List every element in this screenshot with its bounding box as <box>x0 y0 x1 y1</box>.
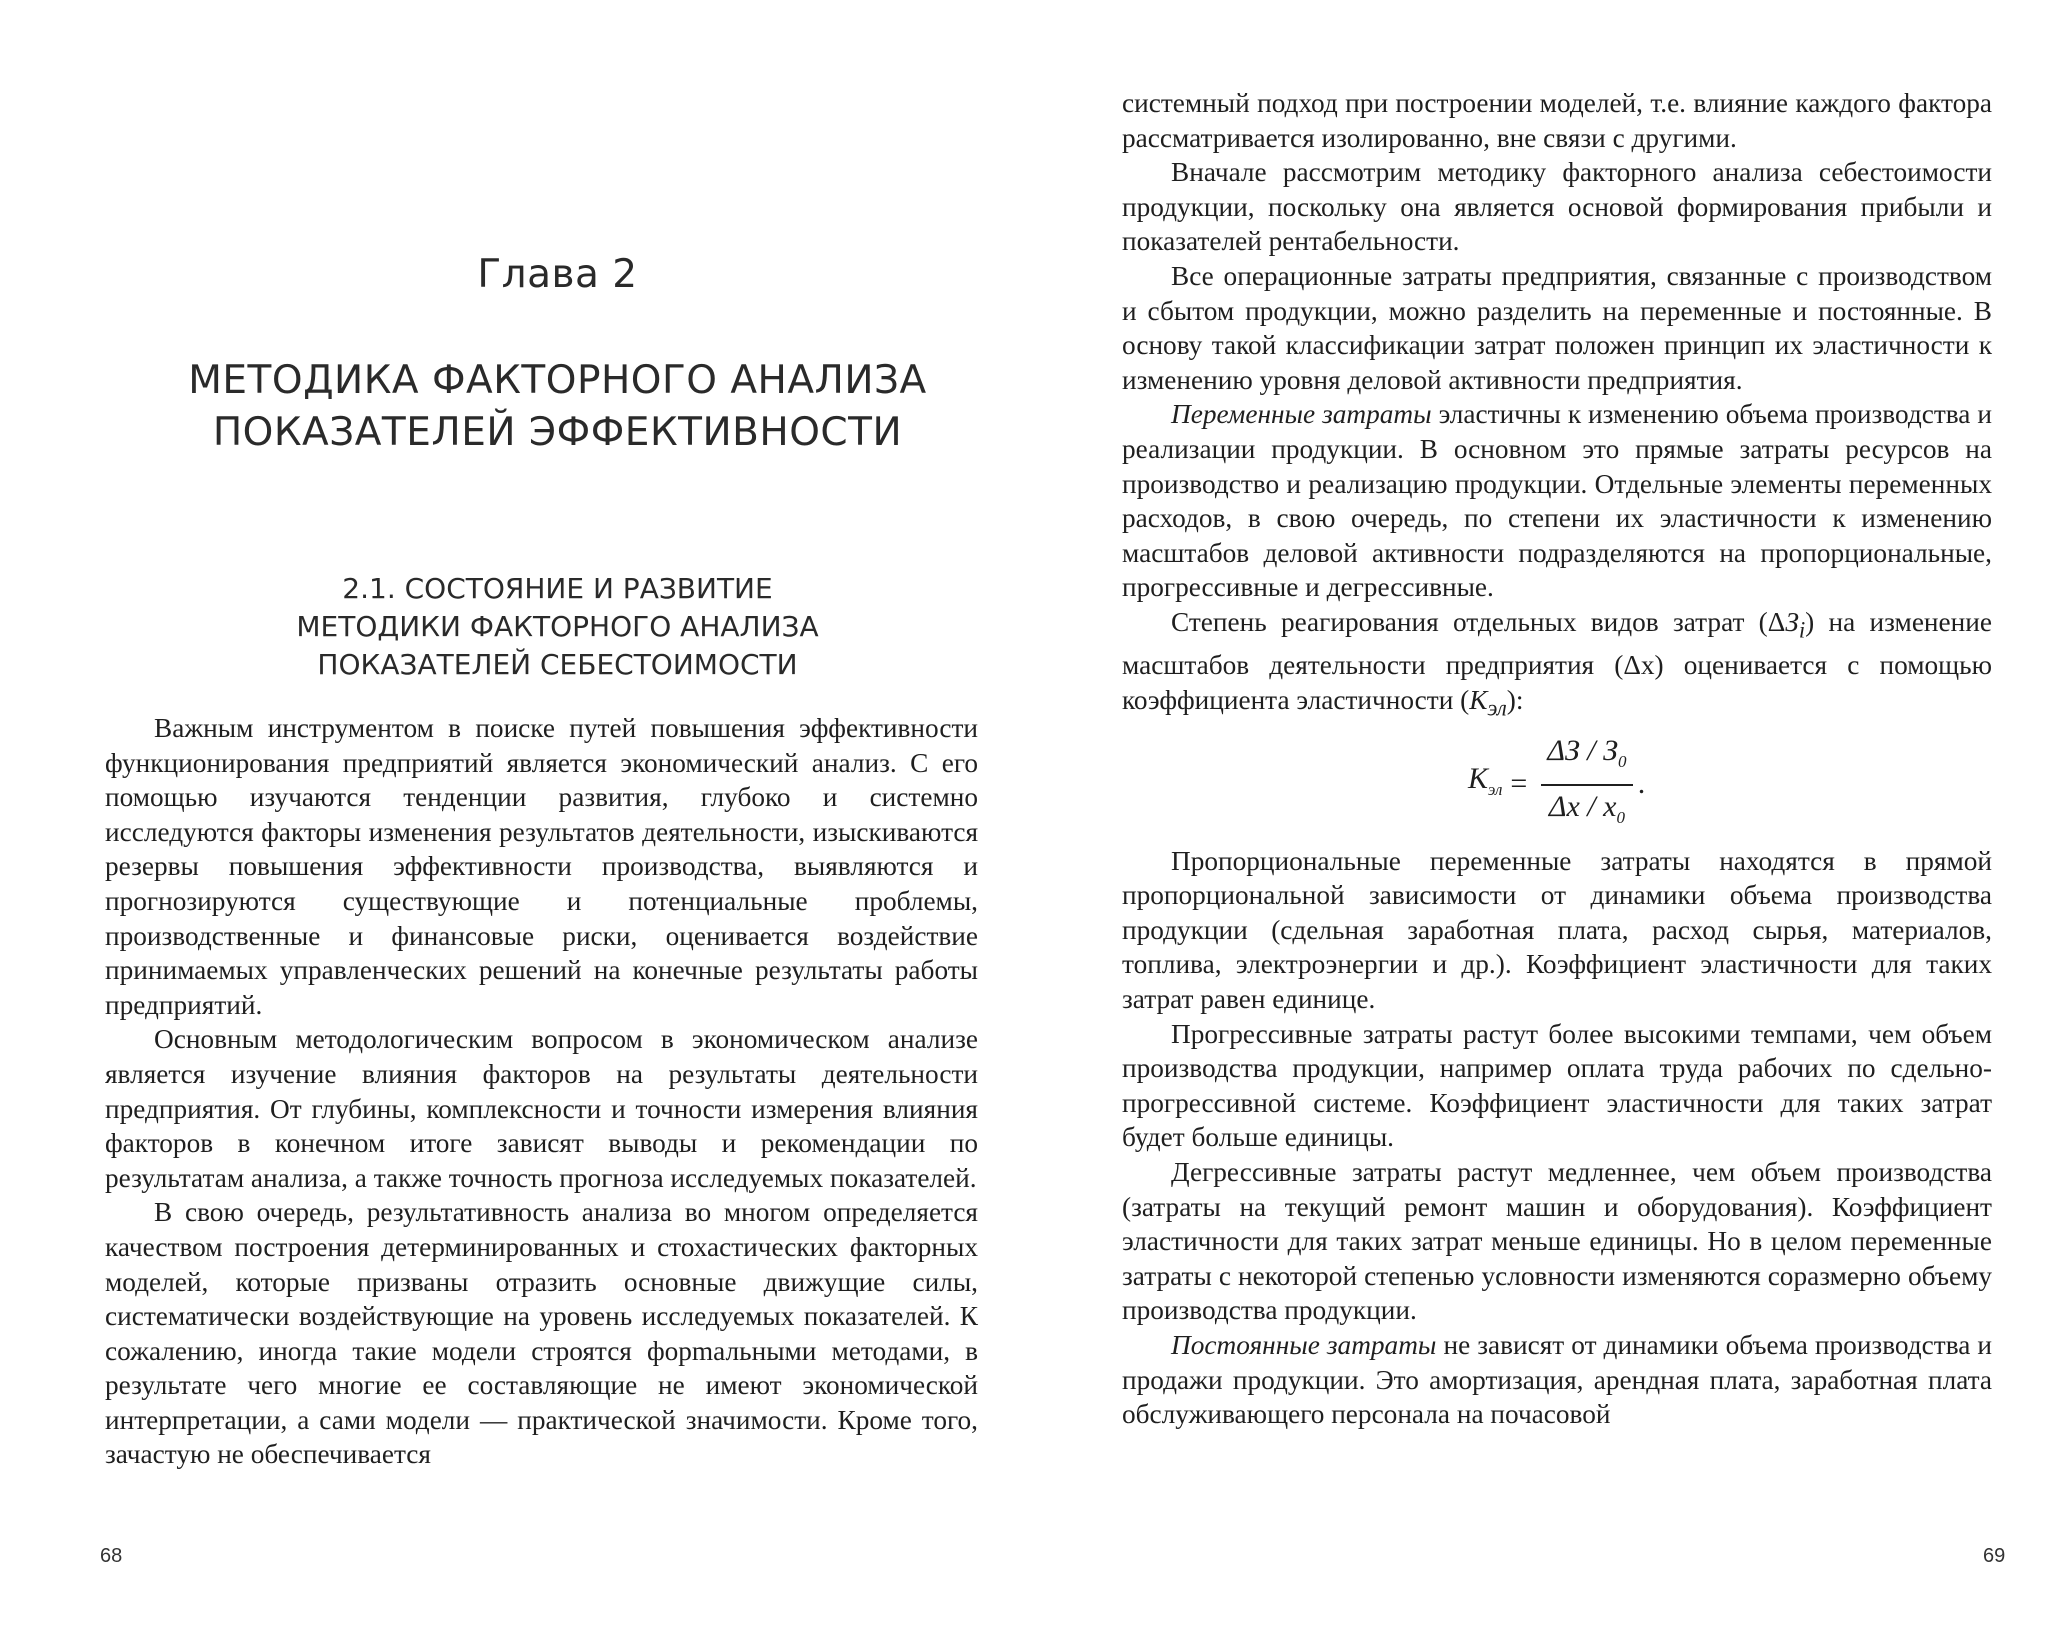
elasticity-formula <box>1122 726 1992 844</box>
chapter-title-line: ПОКАЗАТЕЛЕЙ ЭФФЕКТИВНОСТИ <box>212 410 903 455</box>
paragraph-text: не зависят от динамики объема производства и продажи продукции. Это амортизация, арендная плата, заработная плата обслуживающего персонала на почасовой <box>1122 1329 1993 1430</box>
paragraph <box>1122 397 1992 605</box>
paragraph <box>1122 605 1992 726</box>
formula-equals: = <box>1510 767 1528 801</box>
paragraph: Важным инструментом в поиске путей повышения эффективности функционирования предприятий является экономический анализ. С его помощью изучаются тенденции развития, глубоко и системно исследуются факторы изменения результатов деятельности, изыскиваются резервы повышения эффективности производства, выявляются и прогнозируются существующие и потенциальные проблемы, производственные и финансовые риски, оценивается воздействие принимаемых управленческих решений на конечные результаты работы предприятий. <box>105 713 978 1020</box>
right-body-text <box>1122 86 1992 1432</box>
symbol-k: К <box>1469 684 1488 715</box>
paragraph-text: Степень реагирования отдельных видов затрат (Δ <box>1171 606 1786 637</box>
formula-lhs: $К_{эл}$ <box>1468 761 1503 799</box>
section-title <box>180 570 935 684</box>
term-fixed-costs: Постоянные затраты <box>1171 1329 1437 1360</box>
section-title-line: ПОКАЗАТЕЛЕЙ СЕБЕСТОИМОСТИ <box>317 648 798 681</box>
symbol-z: З <box>1785 606 1799 637</box>
paragraph: Все операционные затраты предприятия, связанные с производством и сбытом продукции, можно разделить на переменные и постоянные. В основу такой классификации затрат положен принцип их эластичности к изменению уровня деловой активности предприятия. <box>1122 260 1992 395</box>
paragraph-text: ): <box>1506 684 1524 715</box>
left-body-text <box>105 711 978 1472</box>
page-number: 69 <box>1983 1545 2006 1567</box>
page-number: 68 <box>100 1545 123 1567</box>
formula-period: . <box>1638 767 1646 801</box>
paragraph: Вначале рассмотрим методику факторного анализа себестоимости продукции, поскольку она является основой формирования прибыли и показателей рентабельности. <box>1122 157 1992 257</box>
chapter-title-line: МЕТОДИКА ФАКТОРНОГО АНАЛИЗА <box>188 358 927 403</box>
section-title-line: МЕТОДИКИ ФАКТОРНОГО АНАЛИЗА <box>296 610 819 643</box>
formula-fraction <box>1541 734 1632 835</box>
formula-numerator: ΔЗ / $З_0$ <box>1541 734 1632 786</box>
chapter-title <box>140 355 975 459</box>
left-page <box>0 0 1033 1636</box>
paragraph-text: ) на изменение масштабов деятельности предприятия (Δx) оценивается с помощью коэффициента эластичности ( <box>1122 606 1992 715</box>
paragraph: Основным методологическим вопросом в экономическом анализе является изучение влияния факторов на результаты деятельности предприятия. От глубины, комплексности и точности измерения влияния факторов в конечном итоге зависят выводы и рекомендации по результатам анализа, а также точность прогноза исследуемых показателей. <box>105 1024 978 1193</box>
term-variable-costs: Переменные затраты <box>1171 399 1432 430</box>
paragraph-text: эластичны к изменению объема производства и реализации продукции. В основном это прямые затраты ресурсов на производство и реализацию продукции. Отдельные элементы переменных расходов, в свою очередь, по степени их эластичности к изменению масштабов деловой активности подразделяются на пропорциональные, прогрессивные и дегрессивные. <box>1122 399 1992 603</box>
section-title-line: 2.1. СОСТОЯНИЕ И РАЗВИТИЕ <box>342 572 773 605</box>
symbol-i: i <box>1798 617 1806 643</box>
paragraph: В свою очередь, результативность анализа во многом определяется качеством построения детерминированных и стохастических факторных моделей, которые призваны отразить основные движущие силы, систематически воздействующие на уровень исследуемых показателей. К сожалению, иногда такие модели строятся форmальными методами, в результате чего многие ее составляющие не имеют экономической интерпретации, а сами модели — практической значимости. Кроме того, зачастую не обеспечивается <box>105 1197 978 1470</box>
paragraph-continuation: системный подход при построении моделей, т.е. влияние каждого фактора рассматривается изолированно, вне связи с другими. <box>1122 88 1992 153</box>
paragraph: Пропорциональные переменные затраты находятся в прямой пропорциональной зависимости от динамики объема производства продукции (сдельная заработная плата, расход сырья, материалов, топлива, электроэнергии и др.). Коэффициент эластичности для таких затрат равен единице. <box>1122 845 1992 1014</box>
right-page <box>1033 0 2067 1636</box>
paragraph: Дегрессивные затраты растут медленнее, чем объем производства (затраты на текущий ремонт машин и оборудования). Коэффициент эластичности для таких затрат меньше единицы. Но в целом переменные затраты с некоторой степенью условности изменяются соразмерно объему производства продукции. <box>1122 1156 1992 1326</box>
paragraph <box>1122 1328 1992 1432</box>
paragraph: Прогрессивные затраты растут более высокими темпами, чем объем производства продукции, например оплата труда рабочих по сдельно-прогрессивной системе. Коэффициент эластичности для таких затрат будет больше единицы. <box>1122 1018 1992 1153</box>
symbol-el: эл <box>1487 695 1507 720</box>
formula-denominator: Δx / $x_0$ <box>1548 789 1625 827</box>
chapter-label: Глава 2 <box>477 252 638 297</box>
